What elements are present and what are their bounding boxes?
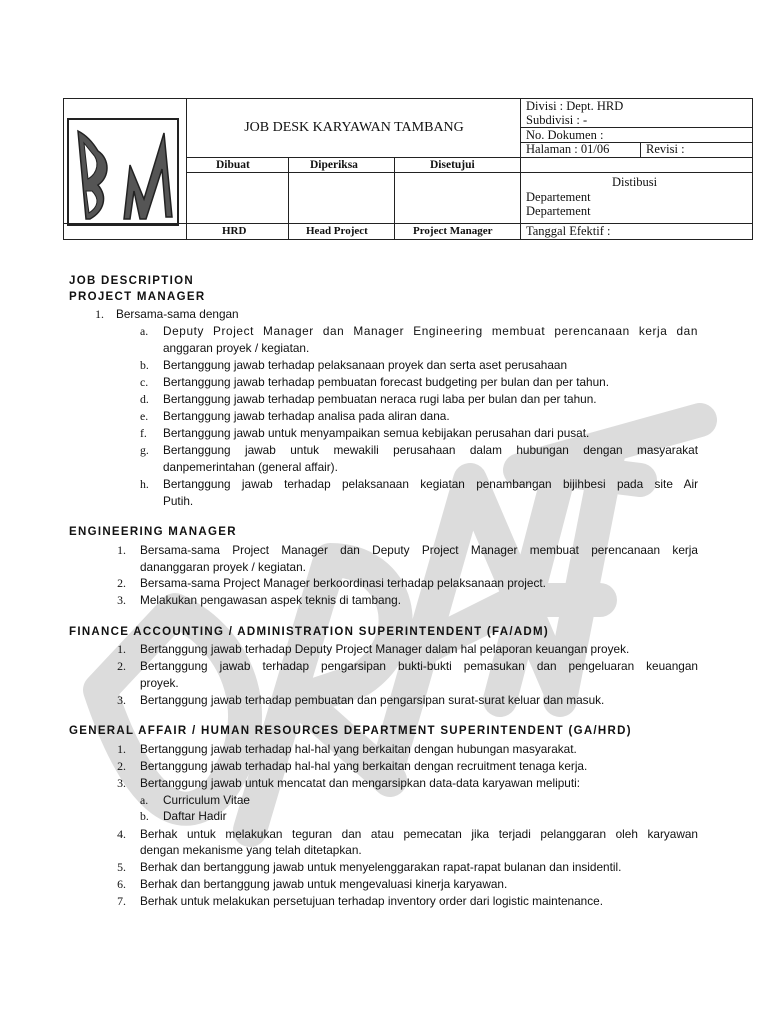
sub-item: Bertanggung jawab untuk mewakili perusahaan dalam hubungan dengan masyarakat bbox=[163, 443, 698, 457]
sub-item: Bertanggung jawab terhadap pelaksanaan kegiatan penambangan bijihbesi pada site Air bbox=[163, 477, 698, 491]
list-item-continued: dananggaran proyek / kegiatan. bbox=[140, 560, 306, 574]
ga-hrd-heading: GENERAL AFFAIR / HUMAN RESOURCES DEPARTMENT SUPERINTENDENT (GA/HRD) bbox=[69, 725, 632, 737]
list-item: Berhak dan bertanggung jawab untuk mengevaluasi kinerja karyawan. bbox=[140, 877, 508, 891]
list-item: Bertanggung jawab untuk mencatat dan mengarsipkan data-data karyawan meliputi: bbox=[140, 776, 581, 790]
head-project-signature-label: Head Project bbox=[306, 225, 368, 237]
subdivisi-field: Subdivisi : - bbox=[526, 113, 588, 127]
divisi-field: Divisi : Dept. HRD bbox=[526, 99, 624, 113]
list-item: Berhak dan bertanggung jawab untuk menyelenggarakan rapat-rapat bulanan dan insidentil. bbox=[140, 860, 622, 874]
list-item-number: 1. bbox=[117, 742, 126, 756]
list-item-continued: dengan mekanisme yang telah ditetapkan. bbox=[140, 843, 362, 857]
list-item-number: 2. bbox=[117, 576, 126, 590]
company-logo bbox=[64, 111, 186, 229]
dibuat-label: Dibuat bbox=[216, 159, 250, 171]
sub-item-letter: a. bbox=[140, 793, 149, 807]
project-manager-heading: PROJECT MANAGER bbox=[69, 291, 206, 303]
distribusi-label: Distibusi bbox=[612, 175, 658, 189]
departement-1: Departement bbox=[526, 190, 591, 204]
list-item: Bertanggung jawab terhadap hal-hal yang berkaitan dengan recruitment tenaga kerja. bbox=[140, 759, 588, 773]
document-title: JOB DESK KARYAWAN TAMBANG bbox=[244, 120, 464, 135]
revisi-field: Revisi : bbox=[646, 142, 685, 156]
logo-text: BM bbox=[125, 226, 127, 227]
list-item-number: 6. bbox=[117, 877, 126, 891]
list-item-number: 3. bbox=[117, 693, 126, 707]
sub-item-continued: danpemerintahan (general affair). bbox=[163, 460, 338, 474]
list-item: Bersama-sama dengan bbox=[116, 307, 239, 321]
sub-item: Bertanggung jawab terhadap pembuatan forecast budgeting per bulan dan per tahun. bbox=[163, 375, 609, 389]
diperiksa-label: Diperiksa bbox=[310, 159, 358, 171]
sub-item-letter: c. bbox=[140, 375, 149, 389]
halaman-field: Halaman : 01/06 bbox=[526, 142, 610, 156]
sub-item: Bertanggung jawab terhadap pembuatan neraca rugi laba per bulan dan per tahun. bbox=[163, 392, 597, 406]
list-item-number: 7. bbox=[117, 894, 126, 908]
list-item-number: 3. bbox=[117, 776, 126, 790]
tanggal-efektif-field: Tanggal Efektif : bbox=[526, 224, 611, 238]
sub-item: Daftar Hadir bbox=[163, 809, 227, 823]
list-item-number: 2. bbox=[117, 759, 126, 773]
sub-item-letter: h. bbox=[140, 477, 149, 491]
list-item-number: 5. bbox=[117, 860, 126, 874]
list-item: Bertanggung jawab terhadap pengarsipan bukti-bukti pemasukan dan pengeluaran keuangan bbox=[140, 659, 698, 673]
list-item-number: 1. bbox=[117, 543, 126, 557]
disetujui-label: Disetujui bbox=[430, 159, 475, 171]
list-item-number: 1. bbox=[117, 642, 126, 656]
list-item-number: 4. bbox=[117, 827, 126, 841]
list-item: Bertanggung jawab terhadap Deputy Project Manager dalam hal pelaporan keuangan proyek. bbox=[140, 642, 630, 656]
sub-item-letter: e. bbox=[140, 409, 149, 423]
sub-item-letter: b. bbox=[140, 358, 149, 372]
list-item: Berhak untuk melakukan persetujuan terhadap inventory order dari logistic maintenance. bbox=[140, 894, 603, 908]
sub-item-continued: anggaran proyek / kegiatan. bbox=[163, 341, 310, 355]
no-dokumen-field: No. Dokumen : bbox=[526, 128, 604, 142]
sub-item-letter: f. bbox=[140, 426, 147, 440]
sub-item: Bertanggung jawab untuk menyampaikan semua kebijakan perusahan dari pusat. bbox=[163, 426, 590, 440]
list-item: Bersama-sama Project Manager dan Deputy Project Manager membuat perencanaan kerja bbox=[140, 543, 698, 557]
list-item: Bertanggung jawab terhadap pembuatan dan pengarsipan surat-surat keluar dan masuk. bbox=[140, 693, 605, 707]
departement-2: Departement bbox=[526, 204, 591, 218]
sub-item-continued: Putih. bbox=[163, 494, 194, 508]
job-description-heading: JOB DESCRIPTION bbox=[69, 275, 194, 287]
list-item-number: 1. bbox=[95, 307, 104, 321]
list-item-number: 2. bbox=[117, 659, 126, 673]
list-item: Berhak untuk melakukan teguran dan atau pemecatan jika terjadi pelanggaran oleh karyawan bbox=[140, 827, 698, 841]
sub-item-letter: a. bbox=[140, 324, 149, 338]
list-item: Melakukan pengawasan aspek teknis di tambang. bbox=[140, 593, 402, 607]
document-header-table bbox=[63, 98, 753, 240]
finance-heading: FINANCE ACCOUNTING / ADMINISTRATION SUPERINTENDENT (FA/ADM) bbox=[69, 626, 550, 638]
hrd-signature-label: HRD bbox=[222, 225, 247, 237]
sub-item-letter: g. bbox=[140, 443, 149, 457]
list-item: Bersama-sama Project Manager berkoordinasi terhadap pelaksanaan project. bbox=[140, 576, 546, 590]
engineering-manager-heading: ENGINEERING MANAGER bbox=[69, 526, 237, 538]
list-item-number: 3. bbox=[117, 593, 126, 607]
project-manager-signature-label: Project Manager bbox=[413, 225, 493, 237]
sub-item: Bertanggung jawab terhadap analisa pada aliran dana. bbox=[163, 409, 450, 423]
sub-item: Deputy Project Manager dan Manager Engineering membuat perencanaan kerja dan bbox=[163, 324, 698, 338]
sub-item: Bertanggung jawab terhadap pelaksanaan proyek dan serta aset perusahaan bbox=[163, 358, 568, 372]
sub-item-letter: b. bbox=[140, 809, 149, 823]
list-item: Bertanggung jawab terhadap hal-hal yang berkaitan dengan hubungan masyarakat. bbox=[140, 742, 577, 756]
sub-item: Curriculum Vitae bbox=[163, 793, 250, 807]
sub-item-letter: d. bbox=[140, 392, 149, 406]
list-item-continued: proyek. bbox=[140, 676, 179, 690]
